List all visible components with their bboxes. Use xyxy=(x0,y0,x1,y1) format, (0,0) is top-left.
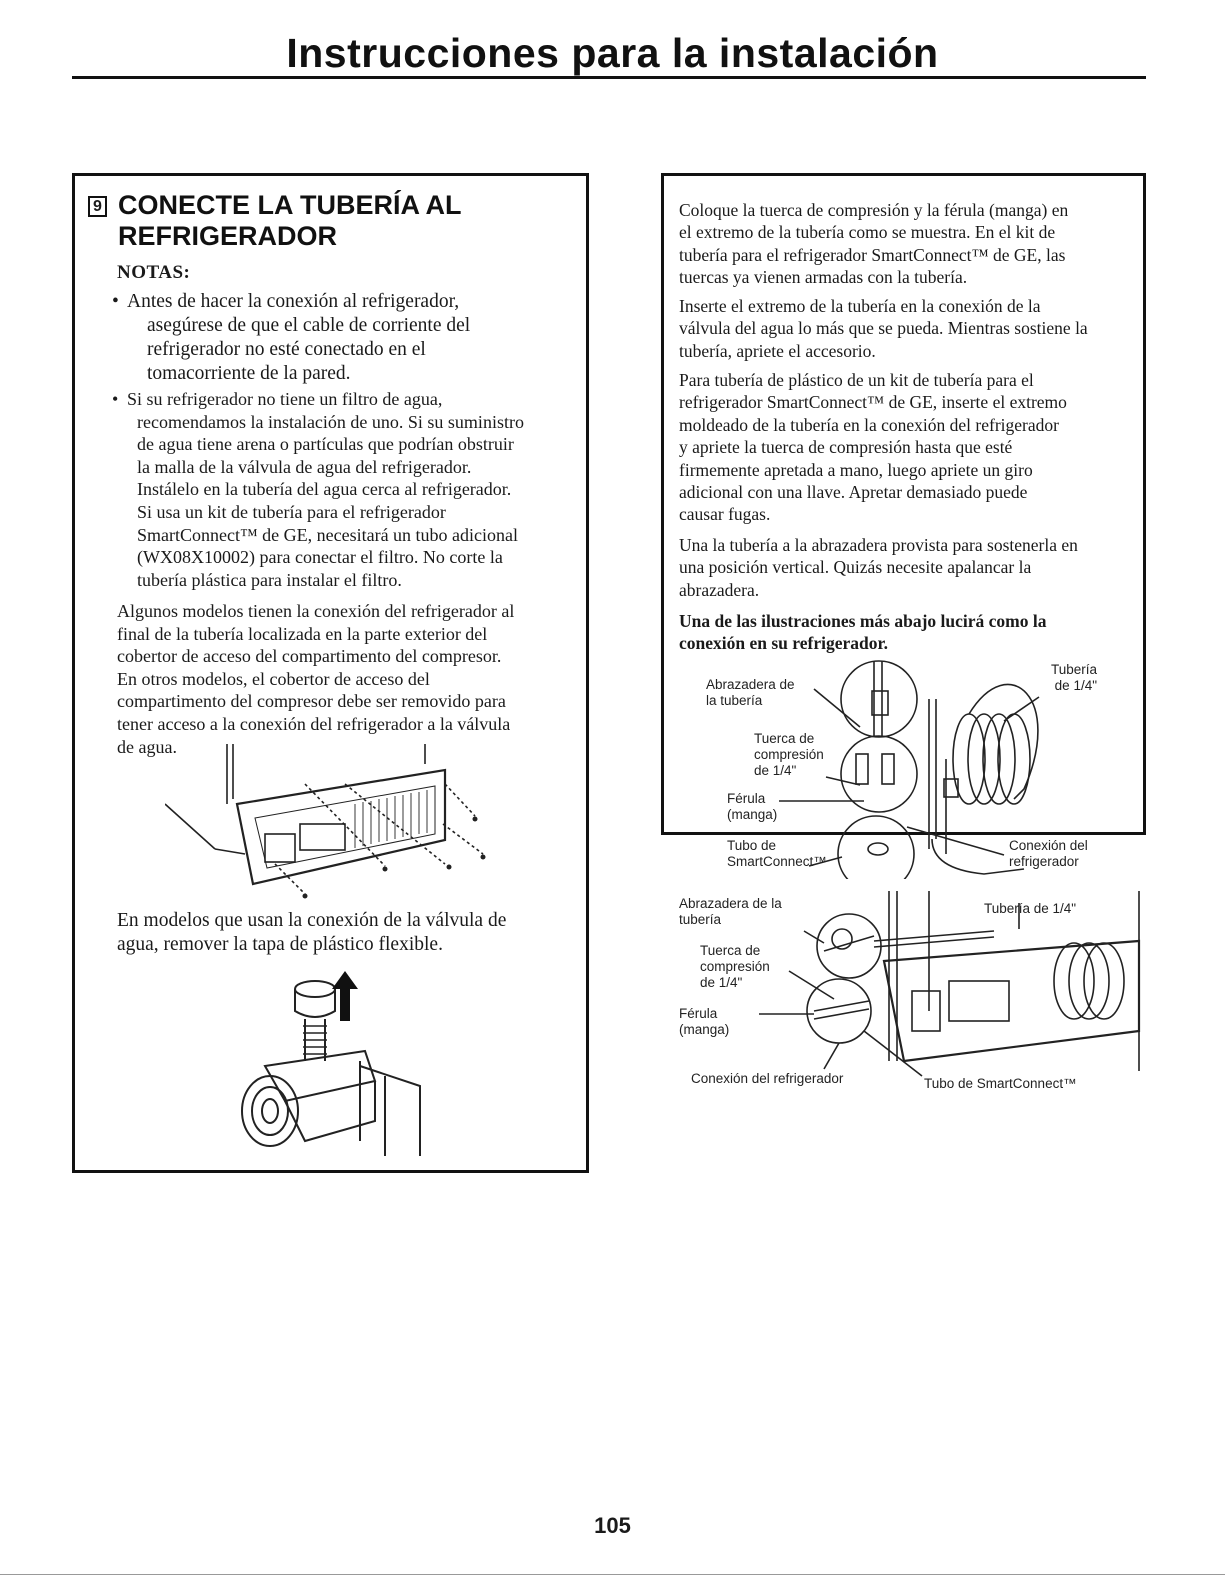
text-line: Tuerca de xyxy=(754,731,815,746)
text-line: Férula xyxy=(727,791,766,806)
instructions-panel xyxy=(661,173,1146,1091)
text-line: Tubería xyxy=(1050,662,1097,677)
text-line: adicional con una llave. Apretar demasiado puede xyxy=(679,482,1028,503)
text-line: de 1/4" xyxy=(1054,678,1097,693)
text-line: conexión en su refrigerador. xyxy=(679,633,889,654)
label-tuerca-2 xyxy=(700,943,770,991)
text-line: (manga) xyxy=(679,1022,730,1037)
step-number: 9 xyxy=(88,196,107,217)
label-conexion-refrigerador xyxy=(1009,838,1088,870)
step-title-line2: REFRIGERADOR xyxy=(118,221,338,251)
text-line: Coloque la tuerca de compresión y la férula (manga) en xyxy=(679,200,1069,220)
text-line: refrigerador no esté conectado en el xyxy=(147,339,426,360)
text-line: de agua. xyxy=(117,736,177,757)
text-line: Instálelo en la tubería del agua cerca al refrigerador. xyxy=(137,479,512,500)
text-line: Una de las ilustraciones más abajo lucirá como la xyxy=(679,611,1047,631)
text-line: la malla de la válvula de agua del refrigerador. xyxy=(137,456,472,477)
text-line: agua, remover la tapa de plástico flexible. xyxy=(117,934,443,955)
text-line: tener acceso a la conexión del refrigerador a la válvula xyxy=(117,713,511,734)
text-line: Para tubería de plástico de un kit de tubería para el xyxy=(679,370,1034,390)
label-tuberia-1-4 xyxy=(1037,662,1097,694)
text-line: compartimento del compresor debe ser removido para xyxy=(117,691,506,712)
title-rule xyxy=(72,76,1146,79)
right-paragraph-4 xyxy=(679,534,1139,601)
step-title-line1: CONECTE LA TUBERÍA AL xyxy=(118,190,462,220)
label-abrazadera xyxy=(706,677,795,709)
text-line: compresión xyxy=(754,747,824,762)
label-ferula xyxy=(727,791,777,823)
step-title xyxy=(118,190,538,252)
text-line: de 1/4" xyxy=(754,763,797,778)
text-line: el extremo de la tubería como se muestra. En el kit de xyxy=(679,222,1056,243)
text-line: cobertor de acceso del compartimento del compresor. xyxy=(117,646,502,667)
text-line: Tuerca de xyxy=(700,943,761,958)
notes-label: NOTAS: xyxy=(117,262,191,283)
note-bullet-1 xyxy=(112,290,567,386)
page-title: Instrucciones para la instalación xyxy=(286,30,939,76)
access-cover-illustration xyxy=(165,744,505,904)
label-abrazadera-2 xyxy=(679,896,782,928)
bottom-rule xyxy=(0,1574,1225,1575)
label-tuerca-compresion xyxy=(754,731,824,779)
left-paragraph-2 xyxy=(117,909,577,957)
label-conexion-2: Conexión del refrigerador xyxy=(691,1071,844,1086)
text-line: tubería, apriete el accesorio. xyxy=(679,340,876,361)
text-line: Si su refrigerador no tiene un filtro de agua, xyxy=(127,389,443,409)
step-9-panel xyxy=(72,173,589,1173)
text-line: abrazadera. xyxy=(679,579,760,600)
text-line: Una la tubería a la abrazadera provista para sostenerla en xyxy=(679,535,1078,555)
text-line: tubería plástica para instalar el filtro. xyxy=(137,569,402,590)
text-line: firmemente apretada a mano, luego apriete un giro xyxy=(679,459,1033,480)
right-paragraph-bold xyxy=(679,610,1139,655)
text-line: recomendamos la instalación de uno. Si su suministro xyxy=(137,411,524,432)
text-line: Inserte el extremo de la tubería en la conexión de la xyxy=(679,296,1041,316)
text-line: Abrazadera de la xyxy=(679,896,782,911)
text-line: asegúrese de que el cable de corriente del xyxy=(147,315,471,336)
left-paragraph-1 xyxy=(117,600,577,758)
text-line: de agua tiene arena o partículas que podrían obstruir xyxy=(137,434,514,455)
text-line: y apriete la tuerca de compresión hasta que esté xyxy=(679,437,1013,458)
text-line: Férula xyxy=(679,1006,718,1021)
text-line: (manga) xyxy=(727,807,778,822)
bullet-dot: • xyxy=(112,291,119,312)
text-line: En otros modelos, el cobertor de acceso del xyxy=(117,668,430,689)
label-tuberia-2: Tubería de 1/4" xyxy=(984,901,1077,916)
label-tubo-smartconnect xyxy=(727,838,827,870)
page-number: 105 xyxy=(594,1513,631,1538)
text-line: Tubo de xyxy=(727,838,777,853)
bullet-dot: • xyxy=(112,389,119,409)
right-paragraph-2 xyxy=(679,295,1139,362)
text-line: Si usa un kit de tubería para el refrigerador xyxy=(137,501,446,522)
right-paragraph-1 xyxy=(679,199,1139,289)
label-ferula-2 xyxy=(679,1006,729,1038)
text-line: refrigerador SmartConnect™ de GE, inserte el extremo xyxy=(679,392,1067,413)
text-line: tomacorriente de la pared. xyxy=(147,363,351,384)
text-line: Abrazadera de xyxy=(706,677,795,692)
text-line: tuercas ya vienen armadas con la tubería. xyxy=(679,267,968,288)
right-paragraph-3 xyxy=(679,369,1139,526)
text-line: (WX08X10002) para conectar el filtro. No corte la xyxy=(137,547,503,568)
text-line: tubería para el refrigerador SmartConnect™ de GE, las xyxy=(679,244,1066,265)
text-line: de 1/4" xyxy=(700,975,743,990)
text-line: compresión xyxy=(700,959,770,974)
text-line: final de la tubería localizada en la parte exterior del xyxy=(117,623,488,644)
text-line: SmartConnect™ xyxy=(727,854,827,869)
label-tubo-2: Tubo de SmartConnect™ xyxy=(924,1076,1077,1091)
text-line: la tubería xyxy=(706,693,763,708)
text-line: causar fugas. xyxy=(679,504,771,525)
text-line: SmartConnect™ de GE, necesitará un tubo adicional xyxy=(137,524,519,545)
valve-cap-illustration xyxy=(225,971,425,1161)
text-line: Algunos modelos tienen la conexión del refrigerador al xyxy=(117,601,515,621)
text-line: Antes de hacer la conexión al refrigerador, xyxy=(127,291,460,312)
text-line: Conexión del xyxy=(1009,838,1088,853)
text-line: válvula del agua lo más que se pueda. Mientras sostiene la xyxy=(679,318,1088,339)
text-line: moldeado de la tubería en la conexión del refrigerador xyxy=(679,414,1059,435)
note-bullet-2 xyxy=(112,388,567,591)
text-line: refrigerador xyxy=(1009,854,1079,869)
text-line: una posición vertical. Quizás necesite apalancar la xyxy=(679,557,1032,578)
text-line: En modelos que usan la conexión de la válvula de xyxy=(117,910,507,931)
text-line: tubería xyxy=(679,912,722,927)
